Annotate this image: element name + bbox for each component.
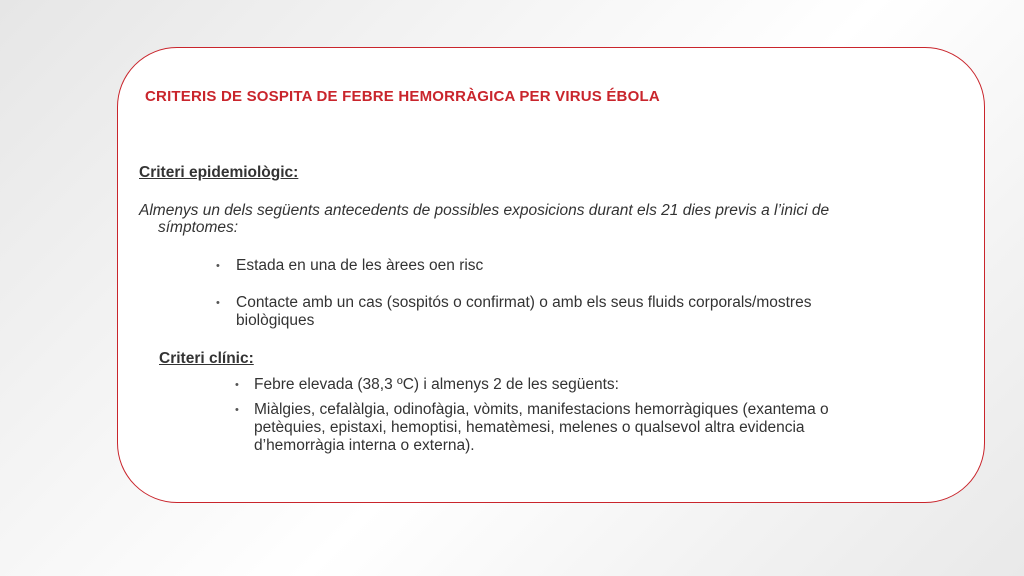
clinical-bullet-1: Febre elevada (38,3 ºC) i almenys 2 de les següents: <box>254 376 619 393</box>
section-heading-epidemiological: Criteri epidemiològic: <box>139 164 299 181</box>
epidemiological-intro-line-2: símptomes: <box>158 219 239 236</box>
slide-title: CRITERIS DE SOSPITA DE FEBRE HEMORRÀGICA PER VIRUS ÉBOLA <box>145 88 660 105</box>
section-heading-clinical: Criteri clínic: <box>159 350 254 367</box>
epidemiological-intro-line-1: Almenys un dels següents antecedents de possibles exposicions durant els 21 dies previs a l’inici de <box>139 202 830 219</box>
bullet-icon: • <box>235 404 239 416</box>
clinical-bullet-2-line-2: petèquies, epistaxi, hemoptisi, hematèmesi, melenes o qualsevol altra evidencia <box>254 419 805 436</box>
bullet-icon: • <box>216 297 220 309</box>
epidemiological-bullet-2-line-2: biològiques <box>236 312 315 329</box>
bullet-icon: • <box>216 260 220 272</box>
epidemiological-bullet-1: Estada en una de les àrees oen risc <box>236 257 484 274</box>
clinical-bullet-2-line-1: Miàlgies, cefalàlgia, odinofàgia, vòmits, manifestacions hemorràgiques (exantema o <box>254 401 829 418</box>
epidemiological-bullet-2-line-1: Contacte amb un cas (sospitós o confirmat) o amb els seus fluids corporals/mostres <box>236 294 812 311</box>
bullet-icon: • <box>235 379 239 391</box>
clinical-bullet-2-line-3: d’hemorràgia interna o externa). <box>254 437 475 454</box>
